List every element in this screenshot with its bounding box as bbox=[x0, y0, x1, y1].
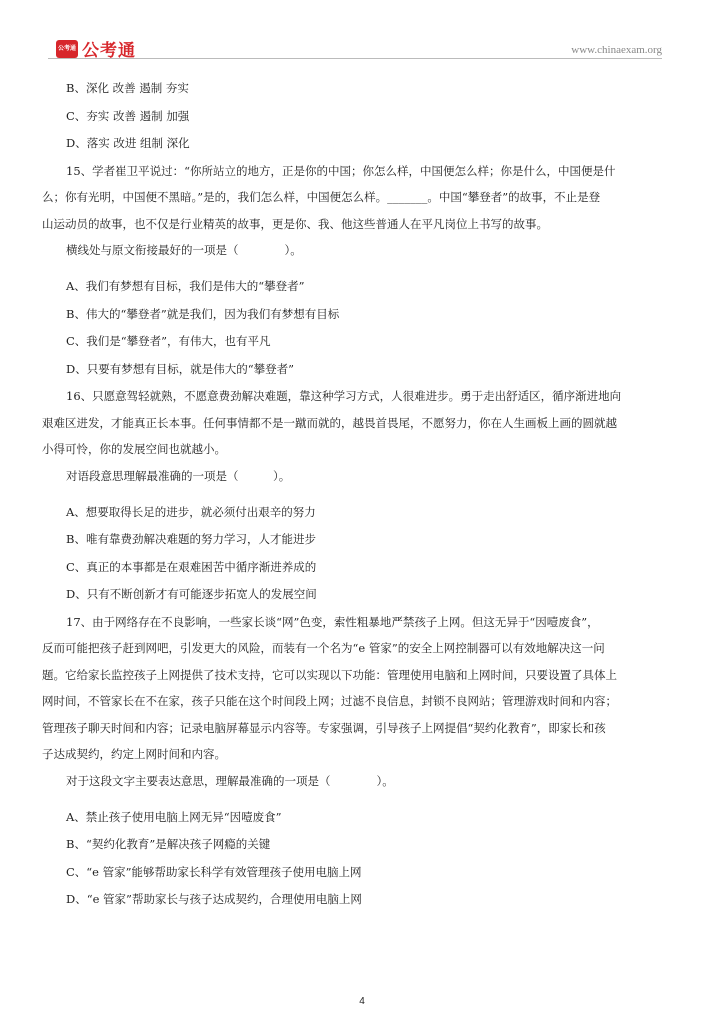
q16-prompt: 对语段意思理解最准确的一项是（ ）。 bbox=[66, 468, 291, 483]
q15-prompt: 横线处与原文衔接最好的一项是（ ）。 bbox=[66, 243, 302, 257]
q14-option-b: B、深化 改善 遏制 夯实 bbox=[66, 81, 189, 95]
logo-text: 公考通 bbox=[82, 41, 136, 61]
q14-option-c: C、夯实 改善 遏制 加强 bbox=[66, 108, 190, 123]
page-number: 4 bbox=[359, 996, 365, 1007]
q15-stem-line: 么；你有光明，中国便不黑暗。”是的，我们怎么样，中国便怎么样。_______。中国“攀登者”的故事，不止是登 bbox=[42, 190, 601, 204]
q15-option-d: D、只要有梦想有目标，就是伟大的“攀登者” bbox=[66, 361, 294, 376]
q16-stem-line: 小得可怜，你的发展空间也就越小。 bbox=[42, 442, 226, 456]
q15-option-b: B、伟大的“攀登者”就是我们，因为我们有梦想有目标 bbox=[66, 306, 340, 321]
q15-option-c: C、我们是“攀登者”，有伟大，也有平凡 bbox=[66, 334, 271, 348]
q17-option-d: D、“e 管家”帮助家长与孩子达成契约，合理使用电脑上网 bbox=[66, 892, 362, 906]
q16-stem-line: 16、只愿意驾轻就熟，不愿意费劲解决难题，靠这种学习方式，人很难进步。勇于走出舒适区，循序渐进地向 bbox=[66, 389, 622, 403]
logo-badge: 公考通 bbox=[56, 40, 78, 58]
question-16 bbox=[42, 386, 660, 612]
question-15 bbox=[42, 161, 660, 387]
q17-option-b: B、“契约化教育”是解决孩子网瘾的关键 bbox=[66, 837, 271, 851]
q17-option-a: A、禁止孩子使用电脑上网无异“因噎废食” bbox=[66, 809, 282, 824]
q16-option-d: D、只有不断创新才有可能逐步拓宽人的发展空间 bbox=[66, 587, 317, 601]
q17-prompt: 对于这段文字主要表达意思，理解最准确的一项是（ ）。 bbox=[66, 773, 394, 788]
question-17 bbox=[42, 612, 660, 917]
q17-option-c: C、“e 管家”能够帮助家长科学有效管理孩子使用电脑上网 bbox=[66, 864, 362, 879]
site-url[interactable]: www.chinaexam.org bbox=[571, 44, 662, 56]
q17-stem-line: 17、由于网络存在不良影响，一些家长谈“网”色变，索性粗暴地严禁孩子上网。但这无异于“因噎废食”， bbox=[66, 614, 599, 629]
document-body bbox=[42, 78, 660, 917]
q15-option-a: A、我们有梦想有目标，我们是伟大的“攀登者” bbox=[66, 279, 305, 293]
q15-stem-line: 山运动员的故事，也不仅是行业精英的故事，更是你、我、他这些普通人在平凡岗位上书写的故事。 bbox=[42, 216, 548, 231]
q14-option-d: D、落实 改进 组制 深化 bbox=[66, 136, 190, 150]
q15-stem-line: 15、学者崔卫平说过：“你所站立的地方，正是你的中国；你怎么样，中国便怎么样；你是什么，中国便是什 bbox=[66, 163, 616, 178]
page-header bbox=[48, 34, 662, 61]
q17-stem-line: 反而可能把孩子赶到网吧，引发更大的风险，而装有一个名为“e 管家”的安全上网控制器可以有效地解决这一问 bbox=[42, 641, 605, 655]
q17-stem-line: 网时间，不管家长在不在家，孩子只能在这个时间段上网；过滤不良信息，封锁不良网站；管理游戏时间和内容； bbox=[42, 694, 617, 708]
header-divider bbox=[48, 58, 662, 59]
q16-option-a: A、想要取得长足的进步，就必须付出艰辛的努力 bbox=[66, 504, 316, 519]
q16-option-c: C、真正的本事都是在艰难困苦中循序渐进养成的 bbox=[66, 559, 317, 574]
q16-stem-line: 艰难区进发，才能真正长本事。任何事情都不是一蹴而就的，越畏首畏尾，不愿努力，你在人生画板上画的圆就越 bbox=[42, 415, 617, 430]
q16-option-b: B、唯有靠费劲解决难题的努力学习，人才能进步 bbox=[66, 532, 316, 546]
q17-stem-line: 子达成契约，约定上网时间和内容。 bbox=[42, 747, 226, 761]
q17-stem-line: 题。它给家长监控孩子上网提供了技术支持，它可以实现以下功能：管理使用电脑和上网时间，只要设置了具体上 bbox=[42, 667, 617, 682]
q17-stem-line: 管理孩子聊天时间和内容；记录电脑屏幕显示内容等。专家强调，引导孩子上网提倡“契约化教育”，即家长和孩 bbox=[42, 720, 606, 735]
